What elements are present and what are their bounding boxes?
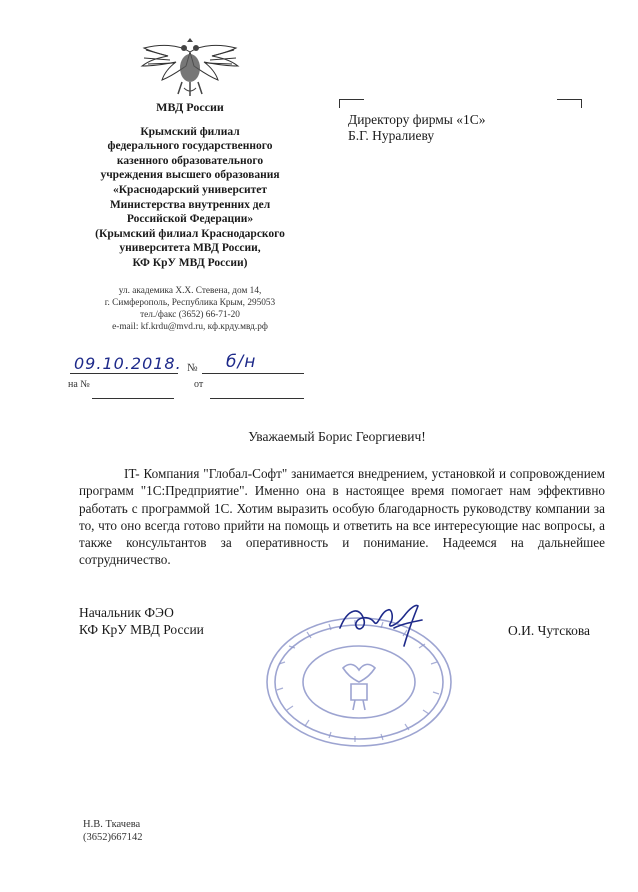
org-line: учреждения высшего образования — [100, 169, 280, 182]
recipient-name: Б.Г. Нуралиеву — [348, 128, 435, 143]
executor-phone: (3652)667142 — [83, 832, 143, 843]
org-line: казенного образовательного — [116, 154, 264, 167]
recipient-bracket-left — [339, 99, 364, 108]
signatory-position — [79, 604, 204, 638]
number-underline — [202, 373, 304, 374]
ministry-name: МВД России — [156, 100, 224, 114]
recipient-block — [348, 112, 486, 144]
letter-date: 09.10.2018. — [74, 354, 182, 373]
executor-block — [83, 818, 143, 844]
org-line: Российской Федерации» — [126, 213, 254, 226]
phone-line: тел./факс (3652) 66-71-20 — [140, 310, 240, 320]
org-line: (Крымский филиал Краснодарского — [95, 227, 285, 240]
date-underline — [70, 373, 178, 374]
reply-number-underline — [92, 398, 174, 399]
from-label: от — [194, 379, 204, 390]
organization-name-block — [40, 100, 340, 271]
reply-date-underline — [210, 398, 304, 399]
recipient-bracket-right — [557, 99, 582, 108]
org-line: федерального государственного — [107, 140, 273, 153]
letter-body — [79, 465, 605, 569]
address-line: г. Симферополь, Республика Крым, 295053 — [104, 298, 276, 308]
number-label: № — [187, 362, 198, 374]
org-line: университета МВД России, — [119, 242, 261, 255]
greeting: Уважаемый Борис Георгиевич! — [248, 429, 426, 444]
recipient-position: Директору фирмы «1С» — [348, 112, 486, 127]
eagle-emblem-icon — [138, 38, 242, 98]
address-line: ул. академика Х.Х. Стевена, дом 14, — [118, 286, 262, 296]
org-line: Министерства внутренних дел — [109, 198, 271, 211]
org-line: КФ КрУ МВД России) — [132, 256, 248, 269]
body-paragraph: IT- Компания "Глобал-Софт" занимается внедрением, установкой и сопровождением программ "1С:Предприятие". Именно она в настоящее время помогает нам эффективно работать с программой 1С. Хотим выразить особую благодарность руководству компании за то, что оно всегда готово прийти на помощь и ответить на все интересующие нас вопросы, а также консультантов за оперативность и понимание. Надеемся на дальнейшее сотрудничество. — [79, 466, 605, 568]
signatory-name: О.И. Чутскова — [508, 623, 591, 638]
letter-number: б/н — [226, 352, 257, 372]
position-line: КФ КрУ МВД России — [79, 622, 204, 637]
handwritten-signature-icon — [334, 598, 424, 652]
address-block — [40, 285, 340, 333]
position-line: Начальник ФЭО — [79, 605, 174, 620]
in-reply-label: на № — [68, 379, 90, 390]
executor-name: Н.В. Ткачева — [83, 819, 141, 830]
email-line: e-mail: kf.krdu@mvd.ru, кф.крду.мвд.рф — [112, 322, 268, 332]
org-line: «Краснодарский университет — [112, 183, 268, 196]
org-line: Крымский филиал — [140, 125, 240, 138]
